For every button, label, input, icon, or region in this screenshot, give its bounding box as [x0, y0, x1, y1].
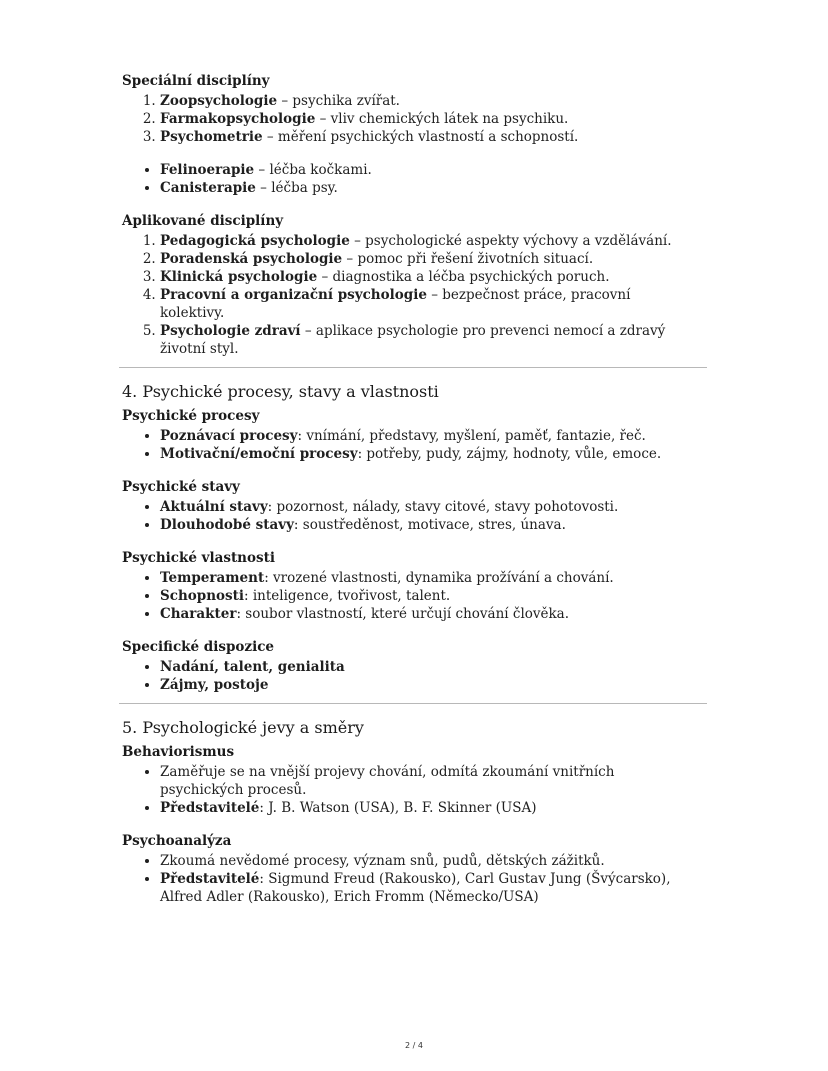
list-item: • Zkoumá nevědomé procesy, význam snů, pudů, dětských zážitků.: [160, 852, 690, 870]
list-item: 4. Pracovní a organizační psychologie – bezpečnost práce, pracovní kolektivy.: [160, 286, 690, 322]
list-specialni-discipliny: [122, 92, 690, 146]
list-item: • Canisterapie – léčba psy.: [160, 179, 690, 197]
list-item: 2. Poradenská psychologie – pomoc při řešení životních situací.: [160, 250, 690, 268]
list-item: 1. Pedagogická psychologie – psychologické aspekty výchovy a vzdělávání.: [160, 232, 690, 250]
list-terapie: [122, 161, 690, 197]
list-item: 5. Psychologie zdraví – aplikace psychologie pro prevenci nemocí a zdravý životní styl.: [160, 322, 690, 358]
list-item: • Charakter: soubor vlastností, které určují chování člověka.: [160, 605, 690, 623]
section-title-5: 5. Psychologické jevy a směry: [122, 718, 364, 737]
list-psychicke-vlastnosti: [122, 569, 690, 623]
list-item: 3. Psychometrie – měření psychických vlastností a schopností.: [160, 128, 690, 146]
list-specificke-dispozice: [122, 658, 690, 694]
list-item: • Dlouhodobé stavy: soustředěnost, motivace, stres, únava.: [160, 516, 690, 534]
heading-psychicke-vlastnosti: Psychické vlastnosti: [122, 550, 275, 566]
list-item: • Představitelé: Sigmund Freud (Rakousko), Carl Gustav Jung (Švýcarsko), Alfred Adler (Rakousko), Erich Fromm (Německo/USA): [160, 870, 690, 906]
section-divider: [119, 703, 707, 704]
heading-specialni-discipliny: Speciální disciplíny: [122, 73, 270, 89]
heading-psychicke-stavy: Psychické stavy: [122, 479, 240, 495]
heading-specificke-dispozice: Specifické dispozice: [122, 639, 275, 655]
list-aplikovane-discipliny: [122, 232, 690, 358]
list-item: 2. Farmakopsychologie – vliv chemických látek na psychiku.: [160, 110, 690, 128]
list-item: 1. Zoopsychologie – psychika zvířat.: [160, 92, 690, 110]
list-item: • Poznávací procesy: vnímání, představy, myšlení, paměť, fantazie, řeč.: [160, 427, 690, 445]
list-item: • Představitelé: J. B. Watson (USA), B. F. Skinner (USA): [160, 799, 690, 817]
list-item: • Zaměřuje se na vnější projevy chování, odmítá zkoumání vnitřních psychických procesů.: [160, 763, 690, 799]
list-item: • Nadání, talent, genialita: [160, 658, 690, 676]
list-psychicke-stavy: [122, 498, 690, 534]
list-psychoanalyza: [122, 852, 690, 906]
list-behaviorismus: [122, 763, 690, 817]
list-item: • Temperament: vrozené vlastnosti, dynamika prožívání a chování.: [160, 569, 690, 587]
section-title-4: 4. Psychické procesy, stavy a vlastnosti: [122, 382, 439, 401]
list-item: • Motivační/emoční procesy: potřeby, pudy, zájmy, hodnoty, vůle, emoce.: [160, 445, 690, 463]
section-divider: [119, 367, 707, 368]
list-item: • Schopnosti: inteligence, tvořivost, talent.: [160, 587, 690, 605]
list-psychicke-procesy: [122, 427, 690, 463]
list-item: • Zájmy, postoje: [160, 676, 690, 694]
list-item: • Aktuální stavy: pozornost, nálady, stavy citové, stavy pohotovosti.: [160, 498, 690, 516]
heading-behaviorismus: Behaviorismus: [122, 744, 235, 760]
heading-psychicke-procesy: Psychické procesy: [122, 408, 260, 424]
list-item: • Felinoerapie – léčba kočkami.: [160, 161, 690, 179]
page-number: 2 / 4: [405, 1041, 423, 1050]
document-page: [122, 72, 690, 921]
heading-psychoanalyza: Psychoanalýza: [122, 833, 232, 849]
list-item: 3. Klinická psychologie – diagnostika a léčba psychických poruch.: [160, 268, 690, 286]
heading-aplikovane-discipliny: Aplikované disciplíny: [122, 213, 284, 229]
